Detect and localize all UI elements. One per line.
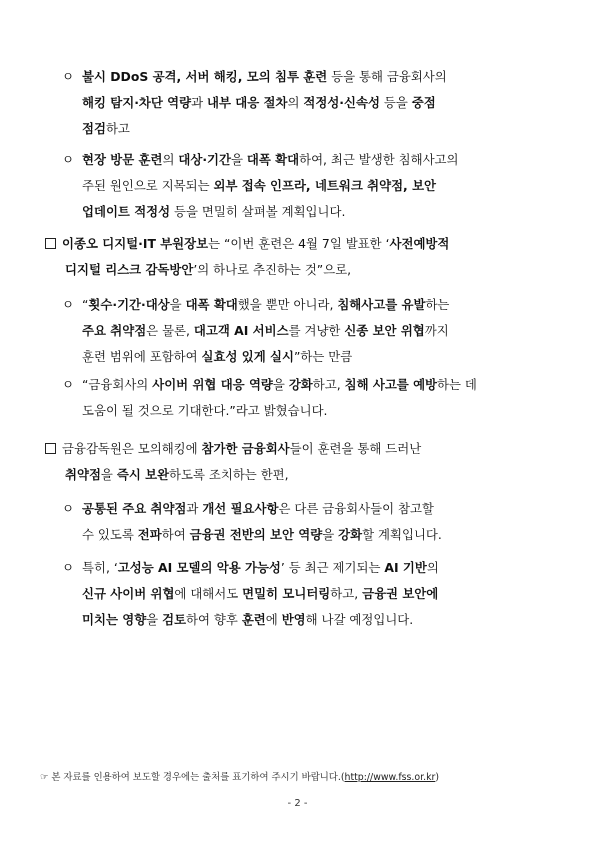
- text-run: 을: [100, 467, 117, 482]
- text-line: [45, 462, 421, 488]
- text-run: 는 “이번 훈련은 4월 7일 발표한 ‘: [208, 236, 390, 251]
- text-run: 이종오 디지털·IT 부원장보: [62, 236, 209, 251]
- text-run: 의: [287, 95, 304, 110]
- text-run: 하는: [425, 297, 450, 312]
- text-run: 고성능 AI 모델의 악용 가능성: [117, 560, 281, 575]
- text-run: 디지털 리스크 감독방안: [65, 262, 194, 277]
- text-run: 신규 사이버 위협: [82, 586, 175, 601]
- text-run: 을: [230, 152, 247, 167]
- text-run: 하도록 조치하는 한편,: [169, 467, 289, 482]
- text-run: 업데이트 적정성: [82, 204, 171, 219]
- text-run: 외부 접속 인프라, 네트워크 취약점, 보안: [213, 178, 437, 193]
- text-run: 개선 필요사항: [202, 501, 279, 516]
- text-run: 등을 면밀히 살펴볼 계획입니다.: [170, 204, 346, 219]
- text-line: [62, 522, 442, 548]
- text-run: 대폭 확대: [185, 297, 238, 312]
- text-run: 의: [426, 560, 439, 575]
- text-line: [62, 607, 439, 633]
- text-run: 강화: [288, 377, 313, 392]
- text-line: [62, 147, 458, 173]
- text-run: AI 기반: [384, 560, 427, 575]
- text-run: 금융권 보안에: [362, 586, 439, 601]
- text-line: [62, 398, 477, 424]
- circle-bullet-icon: ㅇ: [62, 501, 74, 516]
- text-run: 과: [191, 95, 208, 110]
- text-line: [45, 436, 421, 462]
- text-run: “금융회사의: [82, 377, 153, 392]
- text-run: 도움이 될 것으로 기대한다.”라고 밝혔습니다.: [82, 403, 328, 418]
- text-run: 공통된 주요 취약점: [82, 501, 187, 516]
- pointing-hand-icon: ☞: [40, 772, 49, 783]
- circle-bullet-icon: ㅇ: [62, 377, 74, 392]
- text-line: [62, 64, 447, 90]
- text-run: 사이버 위협 대응 역량: [152, 377, 273, 392]
- text-run: 등을 통해 금융회사의: [327, 69, 447, 84]
- text-run: 하는 데: [437, 377, 477, 392]
- text-run: 을: [322, 527, 339, 542]
- text-run: ’ 등 최근 제기되는: [280, 560, 385, 575]
- text-line: [62, 90, 447, 116]
- text-line: [62, 199, 458, 225]
- text-run: 까지: [424, 323, 449, 338]
- footnote-text: 본 자료를 인용하여 보도할 경우에는 출처를 표기하여 주시기 바랍니다.(: [48, 772, 345, 783]
- text-run: 대상·기간: [178, 152, 231, 167]
- text-run: 은 물론,: [146, 323, 194, 338]
- text-line: [45, 231, 449, 257]
- text-run: 반영: [281, 612, 306, 627]
- text-run: 검토: [162, 612, 187, 627]
- footnote-tail: ): [435, 772, 440, 783]
- text-run: 침해사고를 유발: [337, 297, 426, 312]
- text-run: 하여: [161, 527, 190, 542]
- text-run: “: [82, 297, 89, 312]
- text-run: 현장 방문 훈련: [82, 152, 163, 167]
- text-run: 과: [186, 501, 203, 516]
- text-run: 등을: [379, 95, 412, 110]
- text-run: 참가한 금융회사: [201, 441, 290, 456]
- bullet-block: [62, 496, 442, 548]
- circle-bullet-icon: ㅇ: [62, 69, 74, 84]
- text-run: 즉시 보완: [116, 467, 170, 482]
- bullet-block: [62, 292, 449, 370]
- text-run: 훈련 범위에 포함하여: [82, 349, 202, 364]
- text-run: 내부 대응 절차: [207, 95, 288, 110]
- text-run: 하고: [105, 121, 130, 136]
- circle-bullet-icon: ㅇ: [62, 297, 74, 312]
- text-run: 대고객 AI 서비스: [193, 323, 289, 338]
- text-run: 의: [162, 152, 179, 167]
- text-run: ”하는 만큼: [293, 349, 353, 364]
- text-run: 하고,: [330, 586, 363, 601]
- text-run: 적정성·신속성: [303, 95, 380, 110]
- text-run: 하여, 최근 발생한 침해사고의: [299, 152, 459, 167]
- text-run: ’의 하나로 추진하는 것”으로,: [193, 262, 352, 277]
- text-run: 훈련: [241, 612, 266, 627]
- bullet-block: [45, 436, 421, 488]
- text-run: 불시 DDoS 공격, 서버 해킹, 모의 침투 훈련: [82, 69, 328, 84]
- text-run: 은 다른 금융회사들이 참고할: [278, 501, 434, 516]
- text-run: 할 계획입니다.: [362, 527, 442, 542]
- text-run: 면밀히 모니터링: [242, 586, 331, 601]
- text-run: 특히, ‘: [82, 560, 118, 575]
- bullet-block: [62, 372, 477, 424]
- text-line: [62, 344, 449, 370]
- text-line: [62, 372, 477, 398]
- bullet-block: [62, 64, 447, 142]
- text-line: [62, 318, 449, 344]
- bullet-block: [62, 147, 458, 225]
- text-run: 에: [265, 612, 282, 627]
- text-run: 실효성 있게 실시: [201, 349, 294, 364]
- text-line: [62, 292, 449, 318]
- circle-bullet-icon: ㅇ: [62, 152, 74, 167]
- text-run: 주요 취약점: [82, 323, 147, 338]
- text-run: 강화: [338, 527, 363, 542]
- text-run: 미치는 영향: [82, 612, 147, 627]
- text-run: 했을 뿐만 아니라,: [237, 297, 338, 312]
- square-bullet-icon: [45, 238, 56, 249]
- text-line: [62, 555, 439, 581]
- text-run: 을: [146, 612, 163, 627]
- text-run: 를 겨냥한: [288, 323, 345, 338]
- text-run: 해킹 탐지·차단 역량: [82, 95, 192, 110]
- text-line: [62, 116, 447, 142]
- text-run: 사전예방적: [389, 236, 450, 251]
- text-run: 금융감독원은 모의해킹에: [62, 441, 202, 456]
- text-run: 하여 향후: [186, 612, 242, 627]
- text-run: 을: [272, 377, 289, 392]
- text-run: 취약점: [65, 467, 101, 482]
- text-line: [62, 581, 439, 607]
- text-run: 하고,: [312, 377, 345, 392]
- text-run: 들이 훈련을 통해 드러난: [289, 441, 422, 456]
- text-run: 주된 원인으로 지목되는: [82, 178, 214, 193]
- square-bullet-icon: [45, 443, 56, 454]
- text-run: 대폭 확대: [246, 152, 300, 167]
- text-run: 을: [169, 297, 186, 312]
- text-line: [45, 257, 449, 283]
- source-link[interactable]: http://www.fss.or.kr: [344, 772, 436, 783]
- text-line: [62, 496, 442, 522]
- bullet-block: [45, 231, 449, 283]
- bullet-block: [62, 555, 439, 633]
- text-run: 해 나갈 예정입니다.: [305, 612, 414, 627]
- text-run: 중점: [411, 95, 436, 110]
- page-number: - 2 -: [287, 798, 308, 809]
- text-run: 신종 보안 위협: [344, 323, 425, 338]
- footnote: [40, 769, 439, 783]
- text-line: [62, 173, 458, 199]
- text-run: 침해 사고를 예방: [344, 377, 438, 392]
- text-run: 점검: [82, 121, 106, 136]
- text-run: 금융권 전반의 보안 역량: [189, 527, 323, 542]
- text-run: 에 대해서도: [174, 586, 243, 601]
- text-run: 횟수·기간·대상: [88, 297, 170, 312]
- text-run: 전파: [137, 527, 162, 542]
- text-run: 수 있도록: [82, 527, 138, 542]
- circle-bullet-icon: ㅇ: [62, 560, 74, 575]
